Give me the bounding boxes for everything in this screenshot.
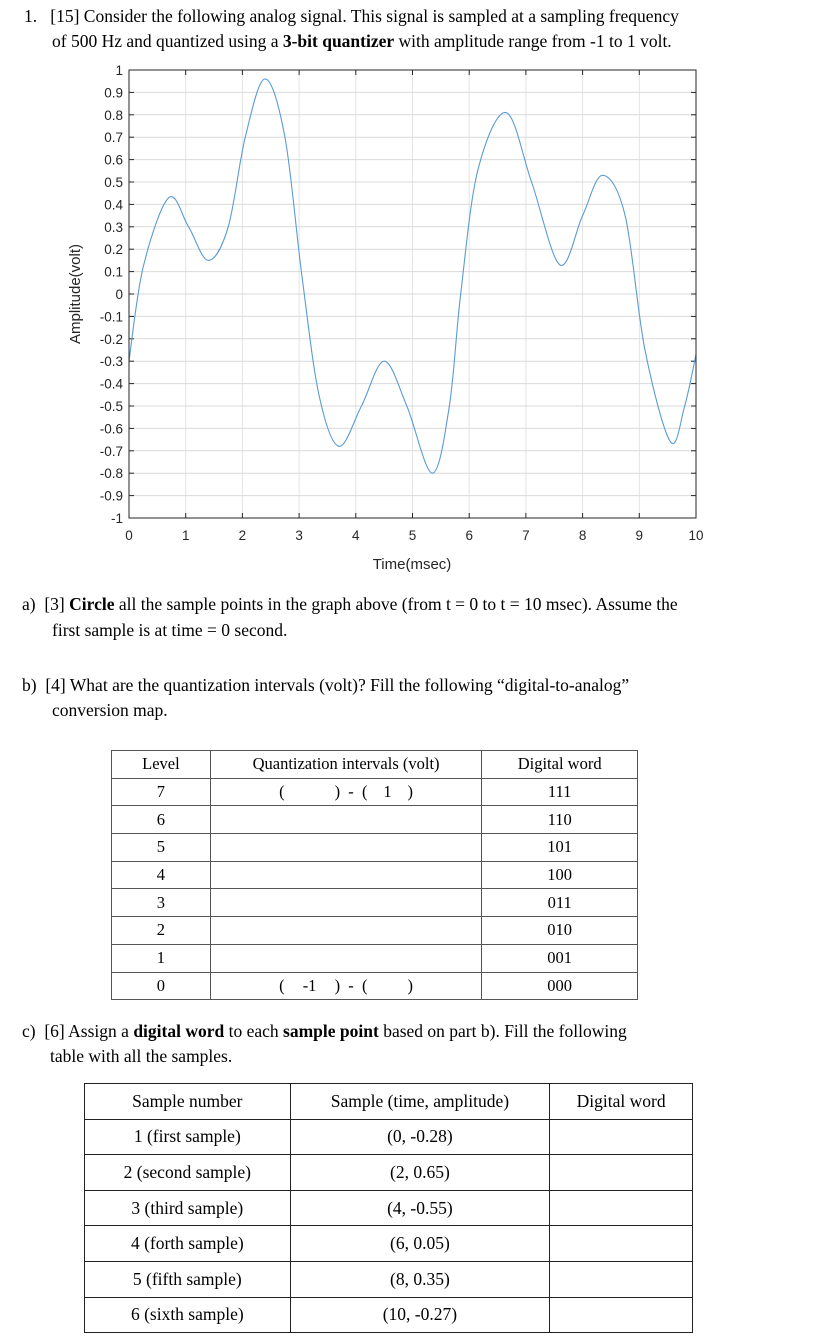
table-row — [85, 1155, 693, 1191]
quantization-table — [111, 750, 638, 1000]
y-tick-label: -0.4 — [99, 376, 123, 392]
table-row — [85, 1261, 693, 1297]
interval-cell[interactable] — [210, 889, 481, 917]
part-c-label: c) — [22, 1021, 36, 1041]
interval-cell[interactable] — [210, 917, 481, 945]
part-c-line-1 — [22, 1021, 627, 1042]
interval-cell[interactable] — [210, 944, 481, 972]
sample-number-cell: 3 (third sample) — [85, 1190, 291, 1226]
question-points: [15] — [50, 6, 80, 26]
word-cell: 101 — [482, 834, 638, 862]
x-axis-label: Time(msec) — [372, 556, 452, 573]
question-text: with amplitude range from -1 to 1 volt. — [394, 31, 672, 51]
x-tick-label: 9 — [635, 528, 644, 543]
table-row — [112, 778, 638, 806]
y-tick-label: -0.3 — [99, 354, 123, 370]
y-tick-label: -0.5 — [99, 399, 123, 414]
interval-cell[interactable]: ( -1 ) - ( ) — [210, 972, 481, 1000]
sample-number-cell: 1 (first sample) — [85, 1119, 291, 1155]
table-header-row — [112, 751, 638, 779]
y-tick-label: 0.7 — [104, 130, 123, 146]
x-tick-label: 6 — [465, 528, 473, 543]
y-axis-label: Amplitude(volt) — [67, 243, 84, 345]
sample-value-cell: (4, -0.55) — [290, 1190, 550, 1226]
y-tick-label: -1 — [110, 511, 123, 526]
header-digital-word: Digital word — [550, 1084, 693, 1120]
y-tick-label: 0.1 — [104, 264, 123, 280]
signal-chart — [0, 0, 820, 590]
table-row — [112, 861, 638, 889]
x-tick-label: 3 — [295, 528, 303, 543]
interval-cell[interactable]: ( ) - ( 1 ) — [210, 778, 481, 806]
y-tick-label: -0.2 — [99, 331, 123, 347]
sample-number-cell: 2 (second sample) — [85, 1155, 291, 1191]
part-c-text: [6] Assign a — [44, 1021, 134, 1041]
part-b-text: [4] What are the quantization intervals (volt)? Fill the following “digital-to-analog” — [45, 675, 630, 695]
x-tick-label: 2 — [238, 528, 247, 543]
table-row — [85, 1190, 693, 1226]
level-cell: 7 — [112, 778, 211, 806]
part-c-text: based on part b). Fill the following — [378, 1021, 627, 1041]
question-number: 1. — [24, 6, 38, 26]
word-cell: 010 — [482, 917, 638, 945]
x-tick-label: 4 — [352, 528, 360, 543]
level-cell: 2 — [112, 917, 211, 945]
table-row — [85, 1226, 693, 1262]
part-b-line-2: conversion map. — [52, 700, 168, 720]
word-cell: 000 — [482, 972, 638, 1000]
part-c-bold: digital word — [133, 1021, 225, 1041]
level-cell: 4 — [112, 861, 211, 889]
y-tick-label: 0.9 — [104, 85, 123, 101]
y-tick-label: 0.8 — [104, 107, 123, 123]
x-tick-label: 10 — [688, 528, 704, 543]
y-tick-label: 0.3 — [104, 219, 123, 235]
table-row — [85, 1119, 693, 1155]
interval-cell[interactable] — [210, 834, 481, 862]
word-cell: 011 — [482, 889, 638, 917]
level-cell: 5 — [112, 834, 211, 862]
sample-value-cell: (2, 0.65) — [290, 1155, 550, 1191]
word-cell: 001 — [482, 944, 638, 972]
sample-value-cell: (0, -0.28) — [290, 1119, 550, 1155]
y-tick-label: 0.6 — [104, 152, 123, 168]
part-b-label: b) — [22, 675, 37, 695]
table-row — [112, 806, 638, 834]
word-cell: 110 — [482, 806, 638, 834]
header-intervals: Quantization intervals (volt) — [210, 751, 481, 779]
sample-value-cell: (10, -0.27) — [290, 1297, 550, 1333]
interval-cell[interactable] — [210, 861, 481, 889]
table-row — [112, 917, 638, 945]
part-b-line-1 — [22, 675, 629, 696]
y-tick-label: 0.2 — [104, 242, 123, 258]
word-cell: 111 — [482, 778, 638, 806]
part-c-bold: sample point — [283, 1021, 379, 1041]
digital-word-cell[interactable] — [550, 1119, 693, 1155]
part-a-line-2: first sample is at time = 0 second. — [52, 620, 288, 640]
x-tick-label: 1 — [181, 528, 190, 543]
samples-table — [84, 1083, 693, 1333]
sample-value-cell: (6, 0.05) — [290, 1226, 550, 1262]
level-cell: 0 — [112, 972, 211, 1000]
interval-cell[interactable] — [210, 806, 481, 834]
level-cell: 1 — [112, 944, 211, 972]
y-tick-label: -0.7 — [99, 443, 123, 459]
question-text: Consider the following analog signal. This signal is sampled at a sampling frequency — [83, 6, 679, 26]
x-tick-label: 8 — [578, 528, 587, 543]
interval-low: -1 — [302, 975, 317, 995]
header-digital-word: Digital word — [482, 751, 638, 779]
table-row — [112, 972, 638, 1000]
header-level: Level — [112, 751, 211, 779]
part-a-line-1 — [22, 594, 678, 615]
digital-word-cell[interactable] — [550, 1190, 693, 1226]
y-tick-label: 0.5 — [104, 175, 123, 190]
sample-value-cell: (8, 0.35) — [290, 1261, 550, 1297]
part-c-line-2: table with all the samples. — [50, 1046, 233, 1066]
digital-word-cell[interactable] — [550, 1226, 693, 1262]
question-text: of 500 Hz and quantized using a — [52, 31, 283, 51]
header-sample: Sample (time, amplitude) — [290, 1084, 550, 1120]
x-tick-label: 5 — [408, 528, 417, 543]
y-tick-label: -0.8 — [99, 466, 123, 482]
table-row — [112, 889, 638, 917]
y-tick-label: -0.6 — [99, 421, 123, 437]
table-row — [85, 1297, 693, 1333]
y-tick-label: 0 — [115, 287, 123, 302]
level-cell: 6 — [112, 806, 211, 834]
word-cell: 100 — [482, 861, 638, 889]
x-tick-label: 7 — [522, 528, 530, 543]
digital-word-cell[interactable] — [550, 1261, 693, 1297]
part-a-text: all the sample points in the graph above (from t = 0 to t = 10 msec). Assume the — [114, 594, 678, 614]
level-cell: 3 — [112, 889, 211, 917]
sample-number-cell: 4 (forth sample) — [85, 1226, 291, 1262]
table-row — [112, 944, 638, 972]
digital-word-cell[interactable] — [550, 1297, 693, 1333]
part-c-text: to each — [224, 1021, 284, 1041]
interval-high: 1 — [383, 782, 392, 802]
y-tick-label: 1 — [115, 63, 123, 78]
sample-number-cell: 5 (fifth sample) — [85, 1261, 291, 1297]
y-tick-label: -0.9 — [99, 488, 123, 504]
y-tick-label: 0.4 — [104, 197, 123, 213]
table-header-row — [85, 1084, 693, 1120]
table-row — [112, 834, 638, 862]
header-sample-number: Sample number — [85, 1084, 291, 1120]
part-a-points: [3] — [44, 594, 65, 614]
part-a-label: a) — [22, 594, 36, 614]
y-tick-label: -0.1 — [99, 309, 123, 325]
sample-number-cell: 6 (sixth sample) — [85, 1297, 291, 1333]
part-a-bold: Circle — [69, 594, 115, 614]
question-bold: 3-bit quantizer — [282, 31, 395, 51]
x-tick-label: 0 — [125, 528, 133, 543]
digital-word-cell[interactable] — [550, 1155, 693, 1191]
